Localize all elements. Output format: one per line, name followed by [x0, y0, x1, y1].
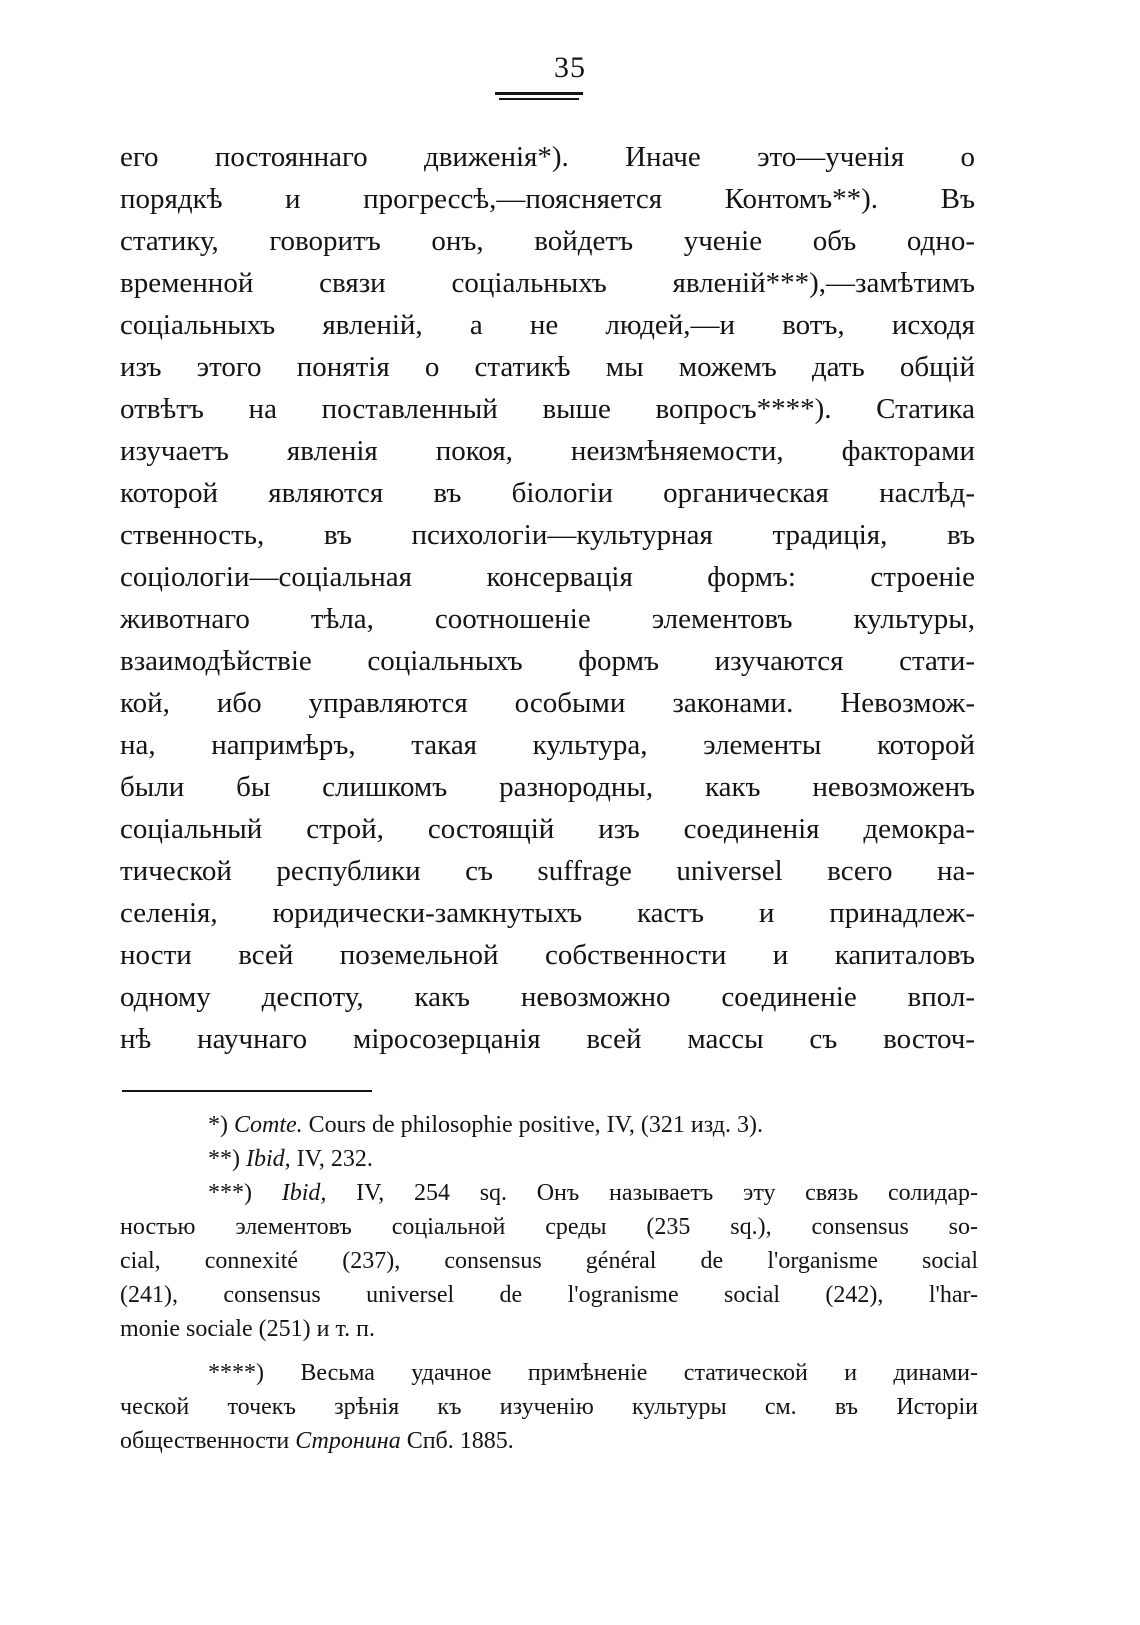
footnote-3-line-2: ностью элементовъ соціальной среды (235 sq.), consensus so- [120, 1214, 978, 1240]
body-line-3: статику, говоритъ онъ, войдетъ ученіе объ одно- [120, 225, 975, 257]
footnote-3-line-1 [120, 1176, 978, 1210]
body-line-8: изучаетъ явленія покоя, неизмѣняемости, факторами [120, 435, 975, 467]
body-line-13: взаимодѣйствіе соціальныхъ формъ изучаются стати- [120, 645, 975, 677]
footnote-4-line-2: ческой точекъ зрѣнія къ изученію культуры см. въ Исторіи [120, 1394, 978, 1420]
body-line-15: на, напримѣръ, такая культура, элементы которой [120, 729, 975, 761]
footnote-gap [120, 1346, 978, 1356]
page-number: 35 [554, 51, 586, 84]
footnote-4-author: Стронина [295, 1428, 401, 1454]
body-line-14: кой, ибо управляются особыми законами. Невозмож- [120, 687, 975, 719]
footnote-3-author: Ibid, [281, 1180, 327, 1206]
footnote-2-author: Ibid [246, 1146, 285, 1172]
footnote-3-line-4: (241), consensus universel de l'ogranisme social (242), l'har- [120, 1282, 978, 1308]
page-number-underline [495, 92, 583, 95]
footnote-4-line-3 [120, 1424, 978, 1458]
body-line-21: одному деспоту, какъ невозможно соединеніе впол- [120, 981, 975, 1013]
body-line-6: изъ этого понятія о статикѣ мы можемъ дать общій [120, 351, 975, 383]
footnotes [120, 1108, 978, 1458]
footnote-4-text-after: Спб. 1885. [406, 1428, 514, 1454]
body-line-18: тической республики съ suffrage universel всего на- [120, 855, 975, 887]
footnote-separator [122, 1090, 372, 1092]
footnote-4-line-1 [120, 1356, 978, 1390]
footnote-4-text-before: общественности [120, 1428, 290, 1454]
footnote-3-line-3: cial, connexité (237), consensus général de l'organisme social [120, 1248, 978, 1274]
body-line-5: соціальныхъ явленій, а не людей,—и вотъ, исходя [120, 309, 975, 341]
footnote-3-line-5: monie sociale (251) и т. п. [120, 1316, 375, 1342]
body-line-4: временной связи соціальныхъ явленій***),—замѣтимъ [120, 267, 975, 299]
footnote-3-marker: ***) [208, 1180, 252, 1206]
body-text [120, 136, 975, 1060]
body-line-7: отвѣтъ на поставленный выше вопросъ****). Статика [120, 393, 975, 425]
footnote-1-text: Cours de philosophie positive, IV, (321 изд. 3). [308, 1112, 763, 1138]
body-line-2: порядкѣ и прогрессѣ,—поясняется Контомъ**). Въ [120, 183, 975, 215]
page-number-underline-thin [499, 98, 579, 100]
body-line-17: соціальный строй, состоящій изъ соединенія демокра- [120, 813, 975, 845]
footnote-1-marker: *) [208, 1112, 228, 1138]
footnote-2-marker: **) [208, 1146, 240, 1172]
footnote-1-author: Comte. [234, 1112, 303, 1138]
footnote-2-text: , IV, 232. [284, 1146, 373, 1172]
body-line-16: были бы слишкомъ разнородны, какъ невозможенъ [120, 771, 975, 803]
body-line-11: соціологіи—соціальная консервація формъ: строеніе [120, 561, 975, 593]
footnote-2 [120, 1142, 978, 1176]
footnote-3-text: IV, 254 sq. Онъ называетъ эту связь солидар- [356, 1180, 978, 1206]
body-line-19: селенія, юридически-замкнутыхъ кастъ и принадлеж- [120, 897, 975, 929]
footnote-4-marker: ****) [208, 1360, 264, 1386]
body-line-1: его постояннаго движенія*). Иначе это—ученія о [120, 141, 975, 173]
footnote-1 [120, 1108, 978, 1142]
body-line-20: ности всей поземельной собственности и капиталовъ [120, 939, 975, 971]
body-line-22: нѣ научнаго міросозерцанія всей массы съ восточ- [120, 1023, 975, 1055]
body-line-9: которой являются въ біологіи органическая наслѣд- [120, 477, 975, 509]
body-line-12: животнаго тѣла, соотношеніе элементовъ культуры, [120, 603, 975, 635]
body-line-10: ственность, въ психологіи—культурная традиція, въ [120, 519, 975, 551]
footnote-4-text: Весьма удачное примѣненіе статической и динами- [300, 1360, 978, 1386]
